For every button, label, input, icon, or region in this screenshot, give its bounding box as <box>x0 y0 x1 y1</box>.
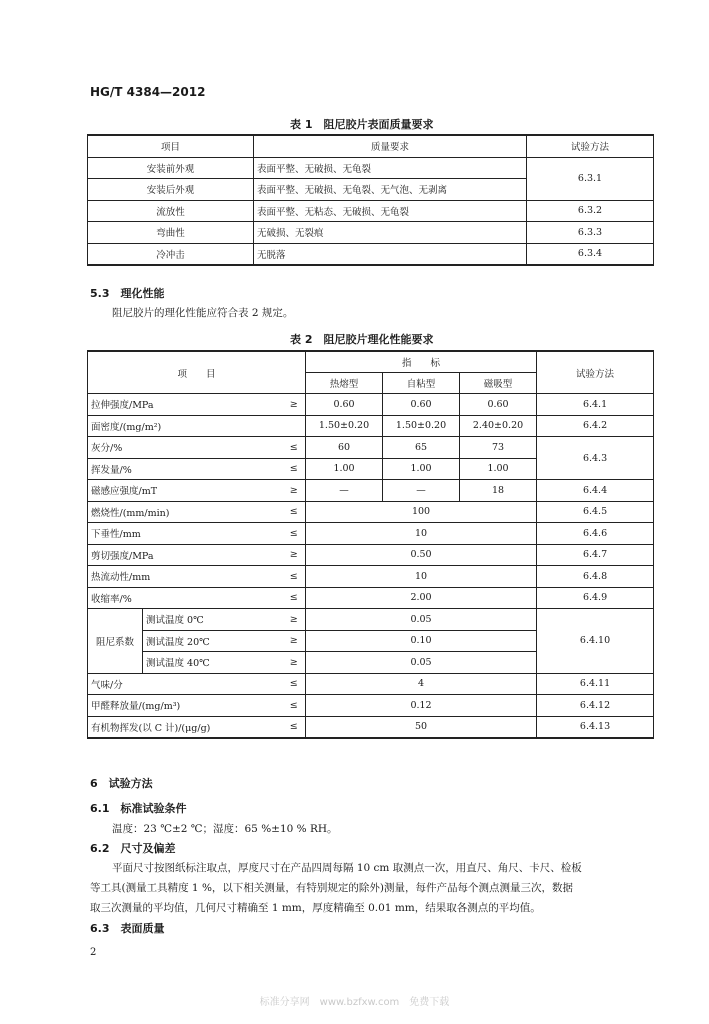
table-row <box>88 200 654 222</box>
table-cell: 0.60 <box>306 394 383 416</box>
table-cell: ≤ <box>283 566 306 588</box>
table-cell: 60 <box>306 437 383 459</box>
table-cell: ≤ <box>283 673 306 695</box>
table-cell: 磁感应强度/mT <box>88 480 283 502</box>
table-cell: 1.50±0.20 <box>306 415 383 437</box>
table1 <box>87 134 654 266</box>
table2-caption: 表 2 阻尼胶片理化性能要求 <box>290 333 434 346</box>
table-cell: 流放性 <box>88 200 254 222</box>
table-cell: 冷冲击 <box>88 243 254 265</box>
table-row <box>88 415 654 437</box>
table-cell: 6.4.1 <box>537 394 654 416</box>
section-6-2-line2: 等工具(测量工具精度 1 %，以下相关测量，有特别规定的除外)测量，每件产品每个测点测量三次，数据 <box>90 882 574 894</box>
table-cell: 2.40±0.20 <box>460 415 537 437</box>
table-cell: 0.60 <box>383 394 460 416</box>
table-cell: ≥ <box>283 544 306 566</box>
table-cell <box>283 415 306 437</box>
table-cell: 6.4.4 <box>537 480 654 502</box>
table-cell: 6.3.2 <box>527 200 654 222</box>
table-cell: 无脱落 <box>254 243 527 265</box>
table-cell: ≥ <box>283 652 306 674</box>
table-header-cell: 热熔型 <box>306 373 383 394</box>
watermark: 标准分享网 www.bzfxw.com 免费下载 <box>259 997 450 1008</box>
table-cell: ≤ <box>283 458 306 480</box>
table-cell: 0.10 <box>306 630 537 652</box>
table-header-cell: 自粘型 <box>383 373 460 394</box>
table-cell: 有机物挥发(以 C 计)/(μg/g) <box>88 716 283 738</box>
table-cell: 表面平整、无破损、无龟裂 <box>254 157 527 179</box>
table-cell: 4 <box>306 673 537 695</box>
table-cell: 1.00 <box>306 458 383 480</box>
table-cell: 6.4.7 <box>537 544 654 566</box>
table-cell: ≤ <box>283 716 306 738</box>
table-cell: 表面平整、无粘态、无破损、无龟裂 <box>254 200 527 222</box>
section-6-heading: 6 试验方法 <box>90 777 153 790</box>
table-cell: 挥发量/% <box>88 458 283 480</box>
table-cell: 6.4.8 <box>537 566 654 588</box>
standard-number: HG/T 4384—2012 <box>90 85 206 99</box>
table-cell: 100 <box>306 501 537 523</box>
table-row <box>88 544 654 566</box>
table-cell: 6.4.13 <box>537 716 654 738</box>
table-cell: ≥ <box>283 480 306 502</box>
table-cell: 1.00 <box>460 458 537 480</box>
table-row <box>88 587 654 609</box>
table-cell: ≤ <box>283 437 306 459</box>
table-cell: 0.50 <box>306 544 537 566</box>
table-cell: 测试温度 40℃ <box>143 652 283 674</box>
table-row <box>88 394 654 416</box>
table-cell: 甲醛释放量/(mg/m³) <box>88 695 283 717</box>
table-cell: ≤ <box>283 523 306 545</box>
section-6-1-text: 温度：23 ℃±2 ℃；湿度：65 %±10 % RH。 <box>112 823 338 835</box>
table-cell: 2.00 <box>306 587 537 609</box>
table-cell: 0.60 <box>460 394 537 416</box>
table-row <box>88 716 654 738</box>
table-cell: 弯曲性 <box>88 222 254 244</box>
table-header-row <box>88 135 654 157</box>
table-cell: 73 <box>460 437 537 459</box>
table-cell: ≤ <box>283 501 306 523</box>
table-row <box>88 437 654 459</box>
table-cell: 无破损、无裂痕 <box>254 222 527 244</box>
table-cell: 面密度/(mg/m²) <box>88 415 283 437</box>
table-row <box>88 523 654 545</box>
table-cell: 0.05 <box>306 609 537 631</box>
table-cell: 10 <box>306 523 537 545</box>
table-cell: 收缩率/% <box>88 587 283 609</box>
table-header-cell: 试验方法 <box>537 351 654 394</box>
table-cell: 6.4.9 <box>537 587 654 609</box>
table-cell: 18 <box>460 480 537 502</box>
table-cell: ≥ <box>283 630 306 652</box>
table-cell: 6.4.11 <box>537 673 654 695</box>
table-header-cell: 项 目 <box>88 351 306 394</box>
table-cell: 1.50±0.20 <box>383 415 460 437</box>
table-cell: ≥ <box>283 609 306 631</box>
table-cell: 6.3.3 <box>527 222 654 244</box>
table-cell: 气味/分 <box>88 673 283 695</box>
table-header-cell: 质量要求 <box>254 135 527 157</box>
table-cell: 安装前外观 <box>88 157 254 179</box>
table-cell: — <box>383 480 460 502</box>
table-cell: 6.4.5 <box>537 501 654 523</box>
table-cell: 6.4.6 <box>537 523 654 545</box>
section-5-3-heading: 5.3 理化性能 <box>90 287 165 300</box>
table-cell: 拉伸强度/MPa <box>88 394 283 416</box>
table-cell: 50 <box>306 716 537 738</box>
table-cell: 10 <box>306 566 537 588</box>
table2 <box>87 350 654 739</box>
table-cell: — <box>306 480 383 502</box>
table-cell: 6.3.1 <box>527 157 654 200</box>
table-row <box>88 243 654 265</box>
table-cell: 6.3.4 <box>527 243 654 265</box>
table-cell: 测试温度 0℃ <box>143 609 283 631</box>
section-6-2-heading: 6.2 尺寸及偏差 <box>90 842 176 855</box>
table-cell: 阻尼系数 <box>88 609 143 674</box>
table-row <box>88 501 654 523</box>
table-row <box>88 609 654 631</box>
table-cell: ≤ <box>283 695 306 717</box>
table-cell: 65 <box>383 437 460 459</box>
table-header-cell: 试验方法 <box>527 135 654 157</box>
section-6-1-heading: 6.1 标准试验条件 <box>90 802 187 815</box>
table-cell: 1.00 <box>383 458 460 480</box>
table-cell: 6.4.2 <box>537 415 654 437</box>
section-6-2-line3: 取三次测量的平均值，几何尺寸精确至 1 mm，厚度精确至 0.01 mm，结果取各测点的平均值。 <box>90 902 541 914</box>
table-cell: 0.12 <box>306 695 537 717</box>
table-cell: ≤ <box>283 587 306 609</box>
table-cell: 测试温度 20℃ <box>143 630 283 652</box>
section-5-3-text: 阻尼胶片的理化性能应符合表 2 规定。 <box>112 307 294 319</box>
table-cell: 灰分/% <box>88 437 283 459</box>
table-cell: 安装后外观 <box>88 179 254 201</box>
section-6-3-heading: 6.3 表面质量 <box>90 922 165 935</box>
table-row <box>88 157 654 179</box>
table-cell: 6.4.10 <box>537 609 654 674</box>
table-cell: 下垂性/mm <box>88 523 283 545</box>
table-cell: 0.05 <box>306 652 537 674</box>
table-row <box>88 222 654 244</box>
table-row <box>88 673 654 695</box>
table-cell: 6.4.12 <box>537 695 654 717</box>
table-row <box>88 566 654 588</box>
page-number: 2 <box>90 947 97 958</box>
table-cell: 6.4.3 <box>537 437 654 480</box>
table-header-row <box>88 351 654 373</box>
table-cell: 剪切强度/MPa <box>88 544 283 566</box>
table-cell: 热流动性/mm <box>88 566 283 588</box>
table-header-cell: 磁吸型 <box>460 373 537 394</box>
table1-caption: 表 1 阻尼胶片表面质量要求 <box>290 118 434 131</box>
table-header-cell: 指 标 <box>306 351 537 373</box>
table-row <box>88 480 654 502</box>
table-cell: 燃烧性/(mm/min) <box>88 501 283 523</box>
table-header-cell: 项目 <box>88 135 254 157</box>
table-cell: ≥ <box>283 394 306 416</box>
table-row <box>88 695 654 717</box>
section-6-2-line1: 平面尺寸按图纸标注取点，厚度尺寸在产品四周每隔 10 cm 取测点一次，用直尺、角尺、卡尺、检板 <box>112 862 582 874</box>
table-cell: 表面平整、无破损、无龟裂、无气泡、无剥离 <box>254 179 527 201</box>
